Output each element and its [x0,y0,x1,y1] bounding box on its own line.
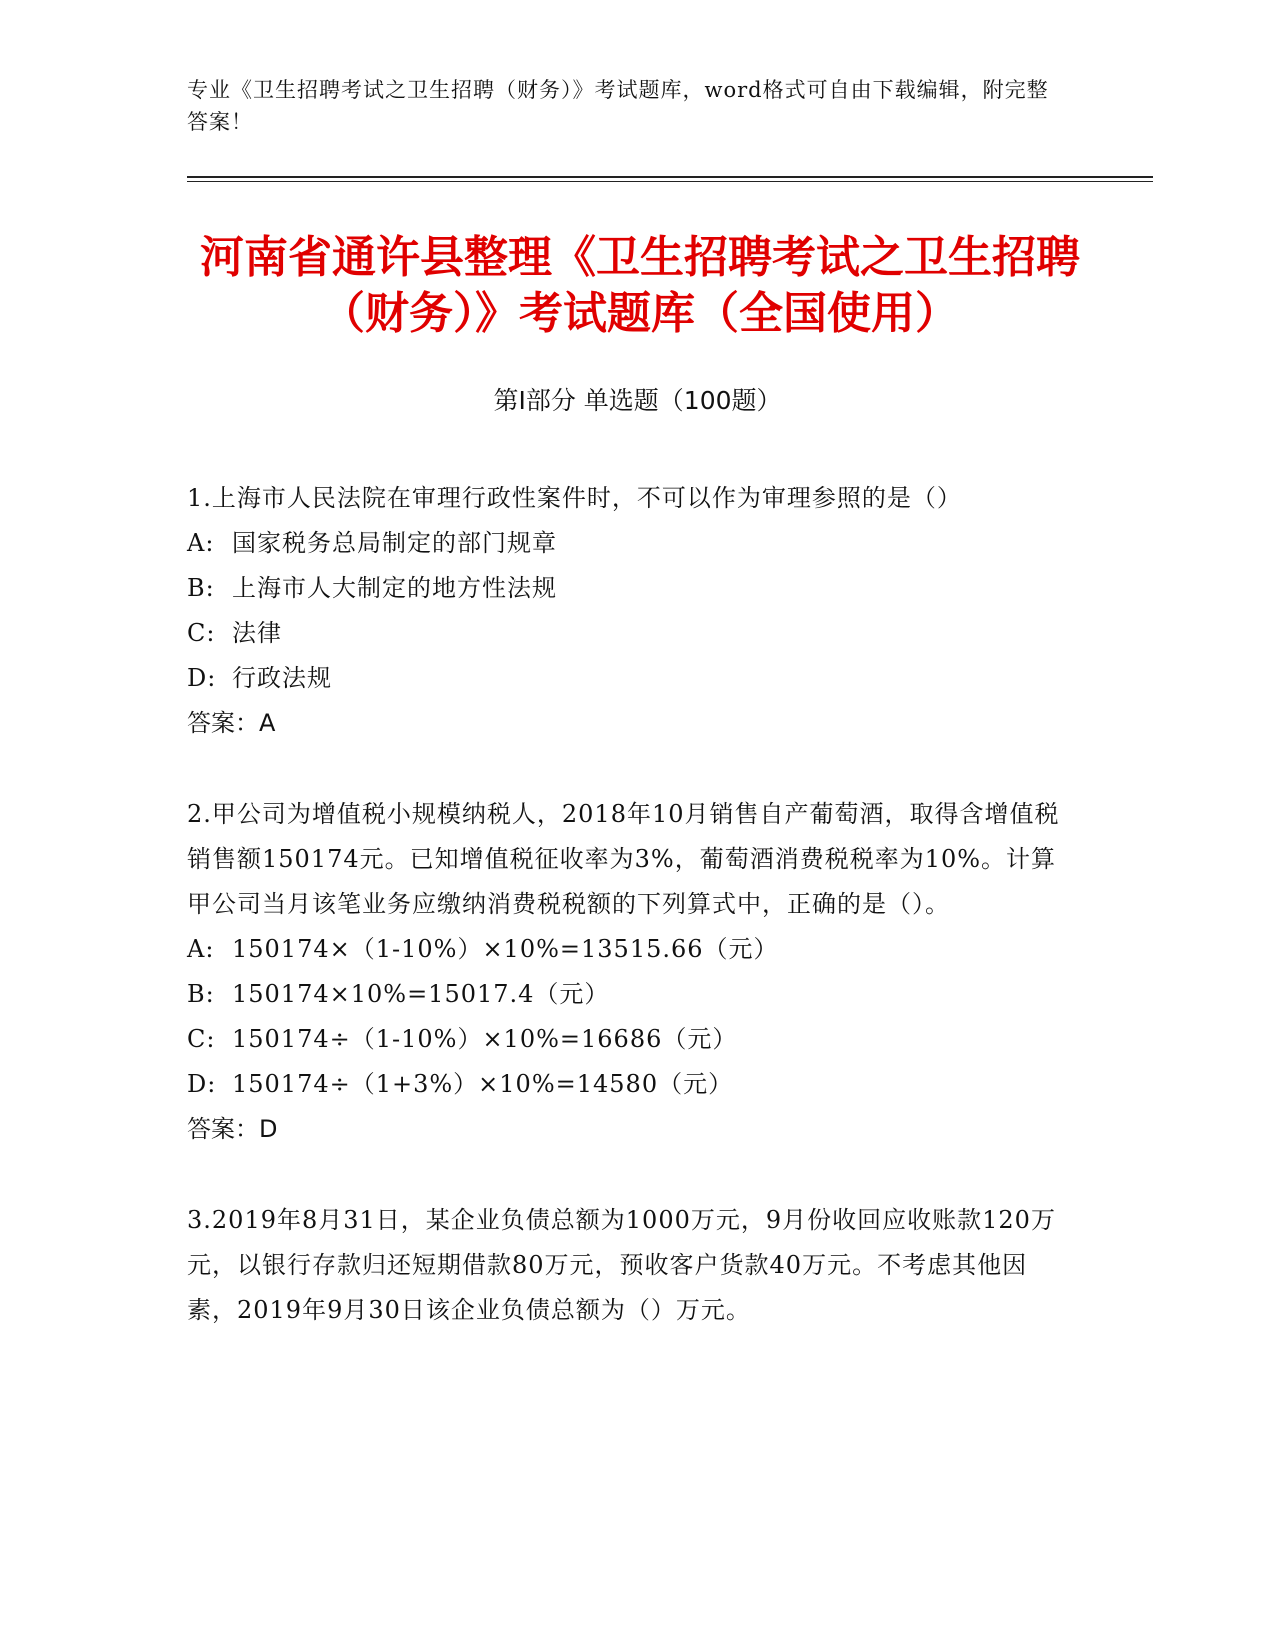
question-3 [187,1198,1077,1333]
option-letter: C: [187,1025,216,1053]
option-text: 150174×（1-10%）×10%=13515.66（元） [232,935,779,963]
option-text: 150174÷（1-10%）×10%=16686（元） [232,1025,738,1053]
question-stem: 2.甲公司为增值税小规模纳税人，2018年10月销售自产葡萄酒，取得含增值税销售额150174元。已知增值税征收率为3%，葡萄酒消费税税率为10%。计算甲公司当月该笔业务应缴纳消费税税额的下列算式中，正确的是（）。 [187,800,1060,918]
option-d [187,656,1077,701]
option-text: 国家税务总局制定的部门规章 [232,529,557,557]
option-c [187,1017,1077,1062]
option-text: 法律 [232,619,282,647]
option-b [187,566,1077,611]
option-text: 150174÷（1+3%）×10%=14580（元） [232,1070,734,1098]
option-c [187,611,1077,656]
option-a [187,521,1077,566]
option-letter: B: [187,980,215,1008]
section-heading: 第I部分 单选题（100题） [493,386,782,415]
option-text: 上海市人大制定的地方性法规 [232,574,557,602]
option-a [187,927,1077,972]
option-letter: C: [187,619,216,647]
option-letter: D: [187,664,217,692]
answer-label: 答案： [187,1115,259,1143]
option-letter: B: [187,574,215,602]
option-b [187,972,1077,1017]
answer-value: D [259,1115,278,1143]
answer-value: A [259,709,276,737]
question-stem: 3.2019年8月31日，某企业负债总额为1000万元，9月份收回应收账款120万元，以银行存款归还短期借款80万元，预收客户货款40万元。不考虑其他因素，2019年9月30日该企业负债总额为（）万元。 [187,1206,1056,1324]
option-text: 行政法规 [232,664,332,692]
option-text: 150174×10%=15017.4（元） [232,980,610,1008]
option-letter: A: [187,529,215,557]
document-title: 河南省通许县整理《卫生招聘考试之卫生招聘（财务）》考试题库（全国使用） [200,232,1080,339]
header-note: 专业《卫生招聘考试之卫生招聘（财务）》考试题库，word格式可自由下载编辑，附完整答案！ [187,78,1049,134]
option-d [187,1062,1077,1107]
header-divider-thick [187,176,1153,178]
answer-label: 答案： [187,709,259,737]
question-1 [187,476,1077,746]
option-letter: D: [187,1070,217,1098]
question-2 [187,792,1077,1152]
answer-line [187,701,1077,746]
header-divider-thin [187,181,1153,182]
question-stem: 1.上海市人民法院在审理行政性案件时，不可以作为审理参照的是（） [187,484,962,512]
option-letter: A: [187,935,215,963]
question-list [187,476,1077,1379]
answer-line [187,1107,1077,1152]
